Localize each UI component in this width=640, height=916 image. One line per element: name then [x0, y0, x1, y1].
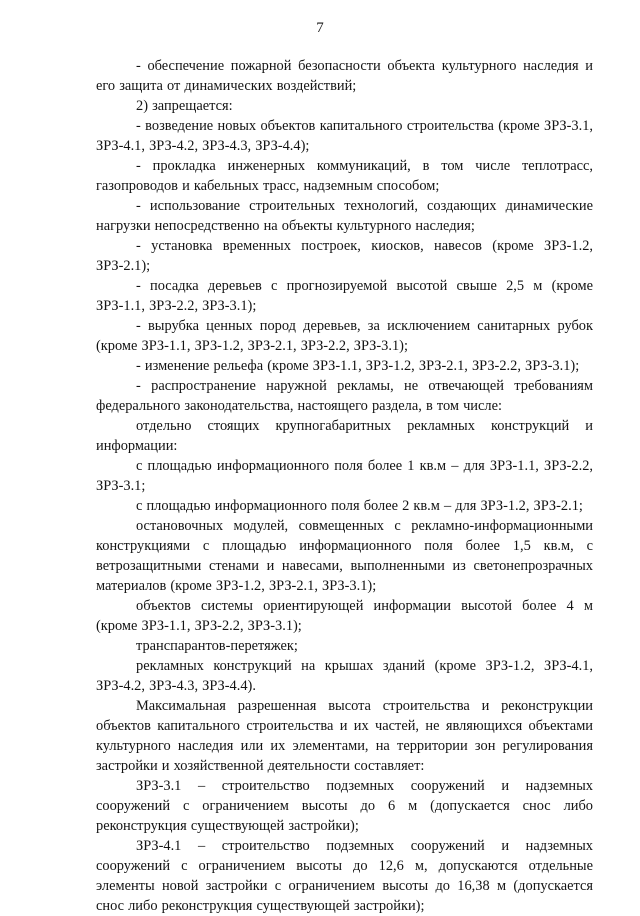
paragraph: - прокладка инженерных коммуникаций, в том числе теплотрасс, газопроводов и кабельных трасс, надземным способом; — [96, 158, 593, 194]
paragraph: с площадью информационного поля более 2 кв.м – для ЗРЗ-1.2, ЗРЗ-2.1; — [136, 498, 583, 514]
paragraph: с площадью информационного поля более 1 кв.м – для ЗРЗ-1.1, ЗРЗ-2.2, ЗРЗ-3.1; — [96, 458, 593, 494]
paragraph: ЗРЗ-4.1 – строительство подземных сооружений и надземных сооружений с ограничением высоты до 12,6 м, допускаются отдельные элементы новой застройки с ограничением высоты до 16,38 м (допускается снос либо реконструкция существующей застройки); — [96, 838, 593, 914]
paragraph: - вырубка ценных пород деревьев, за исключением санитарных рубок (кроме ЗРЗ-1.1, ЗРЗ-1.2, ЗРЗ-2.1, ЗРЗ-2.2, ЗРЗ-3.1); — [96, 318, 593, 354]
paragraph: - использование строительных технологий, создающих динамические нагрузки непосредственно на объекты культурного наследия; — [96, 198, 593, 234]
paragraph: транспарантов-перетяжек; — [136, 638, 298, 654]
body-text — [96, 56, 593, 916]
paragraph: отдельно стоящих крупногабаритных рекламных конструкций и информации: — [96, 418, 593, 454]
paragraph: - изменение рельефа (кроме ЗРЗ-1.1, ЗРЗ-1.2, ЗРЗ-2.1, ЗРЗ-2.2, ЗРЗ-3.1); — [136, 358, 580, 374]
paragraph: - распространение наружной рекламы, не отвечающей требованиям федерального законодательства, настоящего раздела, в том числе: — [96, 378, 593, 414]
paragraph: - посадка деревьев с прогнозируемой высотой свыше 2,5 м (кроме ЗРЗ-1.1, ЗРЗ-2.2, ЗРЗ-3.1); — [96, 278, 593, 314]
paragraph: ЗРЗ-3.1 – строительство подземных сооружений и надземных сооружений с ограничением высоты до 6 м (допускается снос либо реконструкция существующей застройки); — [96, 778, 593, 834]
paragraph: остановочных модулей, совмещенных с рекламно-информационными конструкциями с площадью информационного поля более 1,5 кв.м, с ветрозащитными стенами и навесами, выполненными из светонепрозрачных материалов (кроме ЗРЗ-1.2, ЗРЗ-2.1, ЗРЗ-3.1); — [96, 518, 593, 594]
paragraph: - установка временных построек, киосков, навесов (кроме ЗРЗ-1.2, ЗРЗ-2.1); — [96, 238, 593, 274]
page-number: 7 — [316, 20, 324, 36]
paragraph: рекламных конструкций на крышах зданий (кроме ЗРЗ-1.2, ЗРЗ-4.1, ЗРЗ-4.2, ЗРЗ-4.3, ЗРЗ-4.4). — [96, 658, 593, 694]
paragraph: 2) запрещается: — [136, 98, 233, 114]
paragraph: Максимальная разрешенная высота строительства и реконструкции объектов капитального строительства и их частей, не являющихся объектами культурного наследия или их элементами, на территории зон регулирования застройки и хозяйственной деятельности составляет: — [96, 698, 593, 774]
paragraph: - обеспечение пожарной безопасности объекта культурного наследия и его защита от динамических воздействий; — [96, 58, 593, 94]
paragraph: - возведение новых объектов капитального строительства (кроме ЗРЗ-3.1, ЗРЗ-4.1, ЗРЗ-4.2, ЗРЗ-4.3, ЗРЗ-4.4); — [96, 118, 593, 154]
paragraph: объектов системы ориентирующей информации высотой более 4 м (кроме ЗРЗ-1.1, ЗРЗ-2.2, ЗРЗ-3.1); — [96, 598, 593, 634]
